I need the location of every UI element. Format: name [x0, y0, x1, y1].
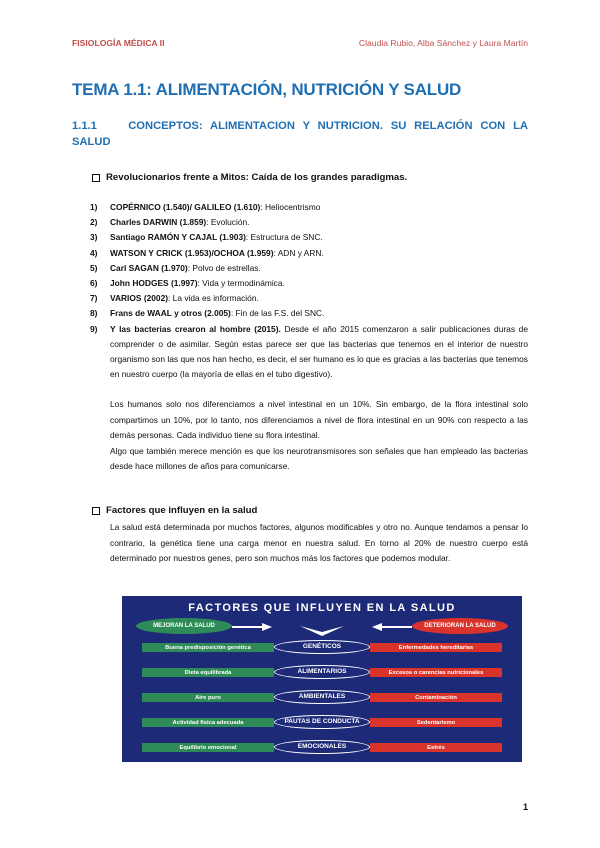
figure-title: FACTORES QUE INFLUYEN EN LA SALUD: [188, 602, 456, 614]
right-factor: Enfermedades hereditarias: [370, 643, 502, 652]
list-item: 8) Frans de WAAL y otros (2.005): Fin de las F.S. del SNC.: [90, 308, 325, 319]
page-number: 1: [522, 802, 528, 812]
checkbox-bullet-icon: [92, 174, 100, 182]
factor-category: ALIMENTARIOS: [274, 665, 370, 679]
figure-arrows: [122, 596, 522, 762]
arrow-left-connector: [232, 623, 272, 631]
paragraph-text: La salud está determinada por muchos factores, algunos modificables y otro no. Aunque tendamos a pensar lo contrario, la genética tiene una carga menor en nuestra salud. En torno al 20% de nuestro cuerpo está determinado por nuestros genes, pero son muchos más los factores que podemos modular.: [110, 522, 528, 564]
list-item: 2) Charles DARWIN (1.859): Evolución.: [90, 217, 250, 228]
paragraph-flora: [110, 397, 528, 475]
section-heading: [72, 118, 528, 134]
worsen-health-oval: DETERIORAN LA SALUD: [412, 618, 508, 634]
header-course: FISIOLOGÍA MÉDICA II: [72, 38, 165, 48]
factor-category: GENÉTICOS: [274, 640, 370, 654]
list-item: 9) Y las bacterias crearon al hombre (2015). Desde el año 2015 comenzaron a salir publicaciones duras de comprender o de asimilar. Según estas parece ser que las bacterias que tenemos en el interior de nuestro organismo son las que nos han hecho, es decir, el ser humano es lo que es gracias a las bacterias que tenemos en nuestro cuerpo (la mayoría de ellas en el tubo digestivo).: [90, 323, 528, 380]
improve-health-oval: MEJORAN LA SALUD: [136, 618, 232, 634]
page-title: TEMA 1.1: ALIMENTACIÓN, NUTRICIÓN Y SALUD: [72, 80, 462, 99]
list-item: 1) COPÉRNICO (1.540)/ GALILEO (1.610): Heliocentrismo: [90, 202, 321, 212]
down-arrow-icon: [300, 626, 344, 636]
left-factor: Buena predisposición genética: [142, 643, 274, 652]
section-number: 1.1.1: [72, 120, 97, 132]
list-item: 6) John HODGES (1.997): Vida y termodinámica.: [90, 278, 285, 289]
left-factor: Equilibrio emocional: [142, 743, 274, 752]
health-factors-figure: [122, 596, 522, 762]
right-factor: Excesos o carencias nutricionales: [370, 668, 502, 677]
arrow-right-connector: [372, 623, 412, 631]
right-factor: Contaminación: [370, 693, 502, 702]
left-factor: Actividad física adecuada: [142, 718, 274, 727]
section-title-line1: CONCEPTOS: ALIMENTACION Y NUTRICION. SU RELACIÓN CON LA: [128, 120, 528, 132]
bullet-heading-revolucionarios: [92, 172, 407, 183]
list-item: 3) Santiago RAMÓN Y CAJAL (1.903): Estructura de SNC.: [90, 232, 323, 243]
paragraph-text: Algo que también merece mención es que los neurotransmisores son señales que han empleado las bacterias desde hace millones de años para comunicarse.: [110, 445, 528, 472]
bullet-heading-text: Factores que influyen en la salud: [106, 505, 258, 516]
left-factor: Dieta equilibrada: [142, 668, 274, 677]
factor-category: PAUTAS DE CONDUCTA: [274, 715, 370, 729]
section-title-line2: SALUD: [72, 136, 111, 148]
checkbox-bullet-icon: [92, 507, 100, 515]
factor-category: EMOCIONALES: [274, 740, 370, 754]
list-item: 4) WATSON Y CRICK (1.953)/OCHOA (1.959): ADN y ARN.: [90, 247, 324, 258]
right-factor: Sedentarismo: [370, 718, 502, 727]
list-item: 7) VARIOS (2002): La vida es información.: [90, 293, 259, 304]
list-item: 5) Carl SAGAN (1.970): Polvo de estrellas.: [90, 262, 261, 273]
bullet-heading-text: Revolucionarios frente a Mitos: Caída de los grandes paradigmas.: [106, 172, 408, 183]
paragraph-text: Los humanos solo nos diferenciamos a nivel intestinal en un 10%. Sin embargo, de la flora intestinal solo compartimos un 10%, por lo tanto, nos diferenciamos a nivel de flora intestinal en un 90% con respecto a las demás personas. Cada individuo tiene su flora intestinal.: [110, 399, 528, 441]
bullet-heading-factores: [92, 505, 257, 516]
left-factor: Aire puro: [142, 693, 274, 702]
header-authors: Claudia Rubio, Alba Sánchez y Laura Martín: [358, 38, 528, 48]
paragraph-salud: [110, 520, 528, 567]
factor-category: AMBIENTALES: [274, 690, 370, 704]
right-factor: Estrés: [370, 743, 502, 752]
paradigm-list: [90, 200, 528, 382]
